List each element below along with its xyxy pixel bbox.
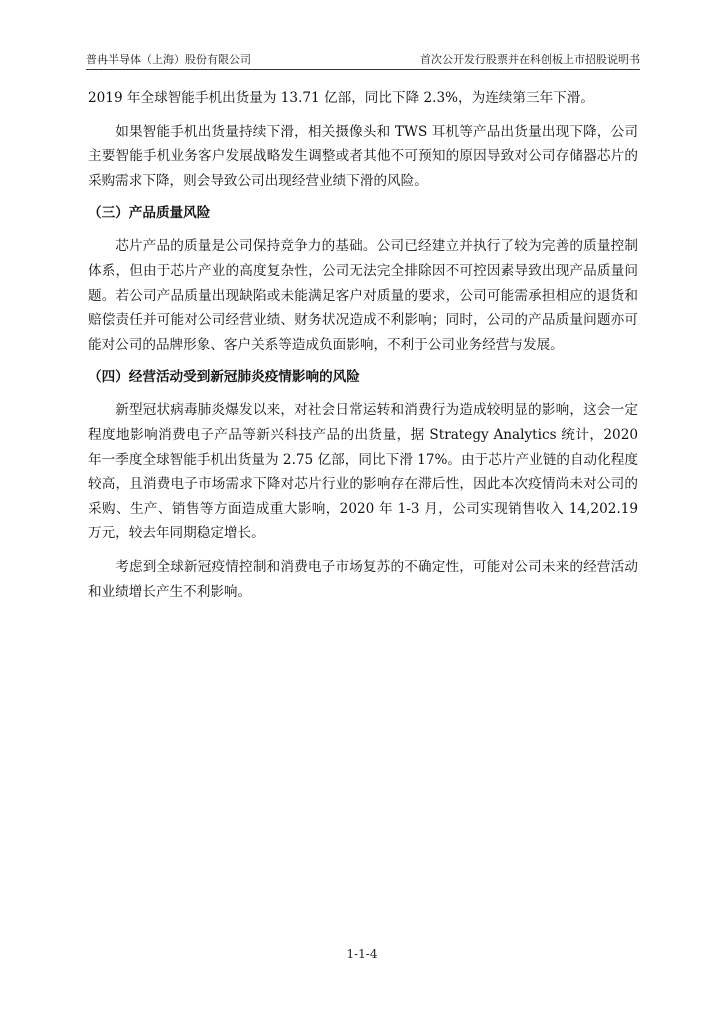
paragraph-product-quality: 芯片产品的质量是公司保持竞争力的基础。公司已经建立并执行了较为完善的质量控制体系，但由于芯片产业的高度复杂性，公司无法完全排除因不可控因素导致出现产品质量问题。若公司产品质量出现缺陷或未能满足客户对质量的要求，公司可能需承担相应的退货和赔偿责任并可能对公司经营业绩、财务状况造成不利影响；同时，公司的产品质量问题亦可能对公司的品牌形象、客户关系等造成负面影响，不利于公司业务经营与发展。 xyxy=(88,238,638,353)
header-divider xyxy=(86,69,640,70)
heading-covid-risk: （四）经营活动受到新冠肺炎疫情影响的风险 xyxy=(88,369,360,386)
paragraph-shipment-decline-risk: 如果智能手机出货量持续下滑，相关摄像头和 TWS 耳机等产品出货量出现下降，公司主要智能手机业务客户发展战略发生调整或者其他不可预知的原因导致对公司存储器芯片的采购需求下降，则会导致公司出现经营业绩下滑的风险。 xyxy=(88,123,638,189)
paragraph-covid-uncertainty: 考虑到全球新冠疫情控制和消费电子市场复苏的不确定性，可能对公司未来的经营活动和业绩增长产生不利影响。 xyxy=(88,558,638,600)
page-header xyxy=(86,52,640,68)
page-body xyxy=(88,86,638,613)
heading-product-quality-risk: （三）产品质量风险 xyxy=(88,205,211,222)
paragraph-covid-impact: 新型冠状病毒肺炎爆发以来，对社会日常运转和消费行为造成较明显的影响，这会一定程度地影响消费电子产品等新兴科技产品的出货量，据 Strategy Analytics 统计，2020 年一季度全球智能手机出货量为 2.75 亿部，同比下滑 17%。由于芯片产业链的自动化程度较高，且消费电子市场需求下降对芯片行业的影响存在滞后性，因此本次疫情尚未对公司的采购、生产、销售等方面造成重大影响，2020 年 1-3 月，公司实现销售收入 14,202.19 万元，较去年同期稳定增长。 xyxy=(88,402,638,542)
company-name: 普冉半导体（上海）股份有限公司 xyxy=(86,53,251,66)
document-title: 首次公开发行股票并在科创板上市招股说明书 xyxy=(420,53,640,66)
paragraph-smartphone-shipments: 2019 年全球智能手机出货量为 13.71 亿部，同比下降 2.3%，为连续第三年下滑。 xyxy=(88,90,594,106)
page-number: 1-1-4 xyxy=(346,947,378,961)
